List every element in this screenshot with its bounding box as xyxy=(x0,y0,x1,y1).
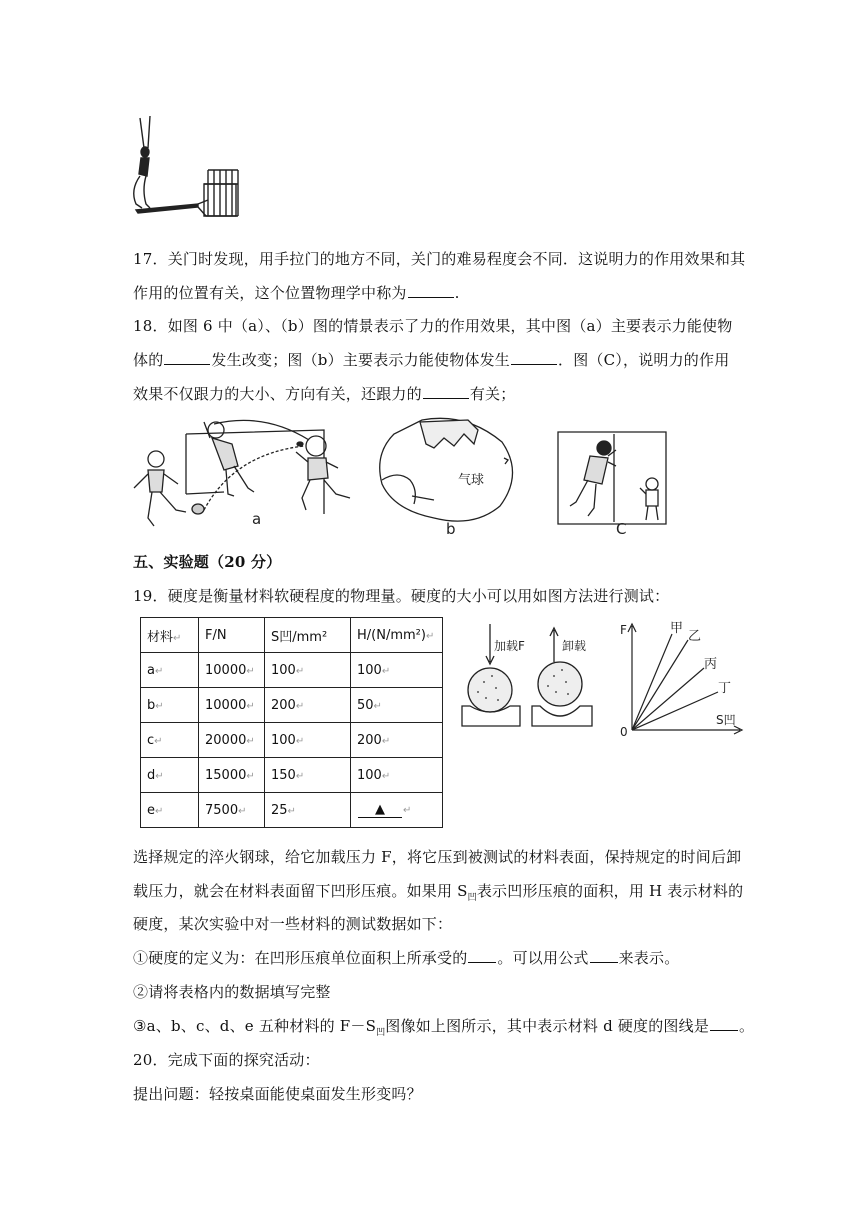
answer-blank[interactable] xyxy=(590,961,618,963)
graph-origin: 0 xyxy=(620,725,628,739)
label-unload: 卸载 xyxy=(562,639,587,653)
q18-number: 18． xyxy=(133,317,168,335)
fig-label-a: a xyxy=(252,510,262,528)
figure-c-door xyxy=(554,428,674,538)
table-row: d↵ 15000↵ 150↵ 100↵ xyxy=(141,758,443,793)
graph-y-label: F xyxy=(620,623,627,637)
q19-para-line1: 选择规定的淬火钢球，给它加载压力 F，将它压到被测试的材料表面，保持规定的时间后卸 xyxy=(133,848,742,866)
diver-springboard-figure xyxy=(128,112,246,222)
q19-number: 19． xyxy=(133,587,168,605)
figure-b-balloon xyxy=(374,414,524,540)
line-label-bing: 丙 xyxy=(704,657,718,672)
answer-blank[interactable] xyxy=(164,363,210,365)
line-label-yi: 乙 xyxy=(688,629,702,644)
q17-number: 17． xyxy=(133,250,168,268)
table-row: a↵ 10000↵ 100↵ 100↵ xyxy=(141,653,443,688)
answer-blank[interactable] xyxy=(468,961,496,963)
table-row: b↵ 10000↵ 200↵ 50↵ xyxy=(141,688,443,723)
line-bing xyxy=(632,668,704,730)
q19-item3: ③a、b、c、d、e 五种材料的 $F-S_凹$图像如上图所示，其中表示材料 d 硬度的图线是 。 xyxy=(133,1017,755,1038)
line-label-ding: 丁 xyxy=(718,681,732,696)
q17-line2: 作用的位置有关，这个位置物理学中称为 . xyxy=(133,284,460,302)
ball-indentation-figure xyxy=(456,622,606,732)
q20-line2: 提出问题：轻按桌面能使桌面发生形变吗？ xyxy=(133,1085,422,1103)
q19-intro: 19．硬度是衡量材料软硬程度的物理量。硬度的大小可以用如图方法进行测试： xyxy=(133,587,670,605)
q18-line3: 效果不仅跟力的大小、方向有关，还跟力的 有关； xyxy=(133,385,516,403)
answer-blank[interactable] xyxy=(408,296,454,298)
figure-a-football xyxy=(124,414,364,540)
fig-label-c: C xyxy=(616,520,627,538)
q19-item2: ②请将表格内的数据填写完整 xyxy=(133,983,331,1001)
label-load: 加载F xyxy=(494,639,525,653)
q19-para-line2: 载压力，就会在材料表面留下凹形压痕。如果用 $S_凹$表示凹形压痕的面积，用 H 表示材料的 xyxy=(133,882,744,903)
f-s-graph xyxy=(618,620,746,742)
q18-line2: 体的 发生改变；图（b）主要表示力能使物体发生 ．图（C），说明力的作用 xyxy=(133,351,730,369)
q18-line1: 18．如图 6 中（a）、（b）图的情景表示了力的作用效果，其中图（a）主要表示力能使物 xyxy=(133,317,733,335)
line-label-jia: 甲 xyxy=(670,621,684,636)
answer-blank[interactable] xyxy=(710,1029,738,1031)
graph-x-label: S凹 xyxy=(716,713,736,727)
q20-number: 20． xyxy=(133,1051,168,1069)
hardness-data-table xyxy=(140,617,443,828)
table-row: c↵ 20000↵ 100↵ 200↵ xyxy=(141,723,443,758)
fig-label-balloon: 气球 xyxy=(458,473,485,488)
table-header-row: 材料↵ F/N S凹/mm² H/(N/mm²)↵ xyxy=(141,618,443,653)
line-yi xyxy=(632,640,688,730)
answer-blank-triangle[interactable]: ▲ xyxy=(358,802,402,818)
q19-item1: ①硬度的定义为：在凹形压痕单位面积上所承受的 。可以用公式 来表示。 xyxy=(133,949,680,967)
fig-label-b: b xyxy=(446,520,456,538)
q17-line1: 17．关门时发现，用手拉门的地方不同，关门的难易程度会不同．这说明力的作用效果和其 xyxy=(133,250,746,268)
section-5-heading: 五、实验题（20 分） xyxy=(133,553,282,571)
q19-para-line3: 硬度，某次实验中对一些材料的测试数据如下： xyxy=(133,915,453,933)
q20-line1: 20．完成下面的探究活动： xyxy=(133,1051,320,1069)
answer-blank[interactable] xyxy=(511,363,557,365)
answer-blank[interactable] xyxy=(423,397,469,399)
table-row: e↵ 7500↵ 25↵ ▲ ↵ xyxy=(141,793,443,828)
